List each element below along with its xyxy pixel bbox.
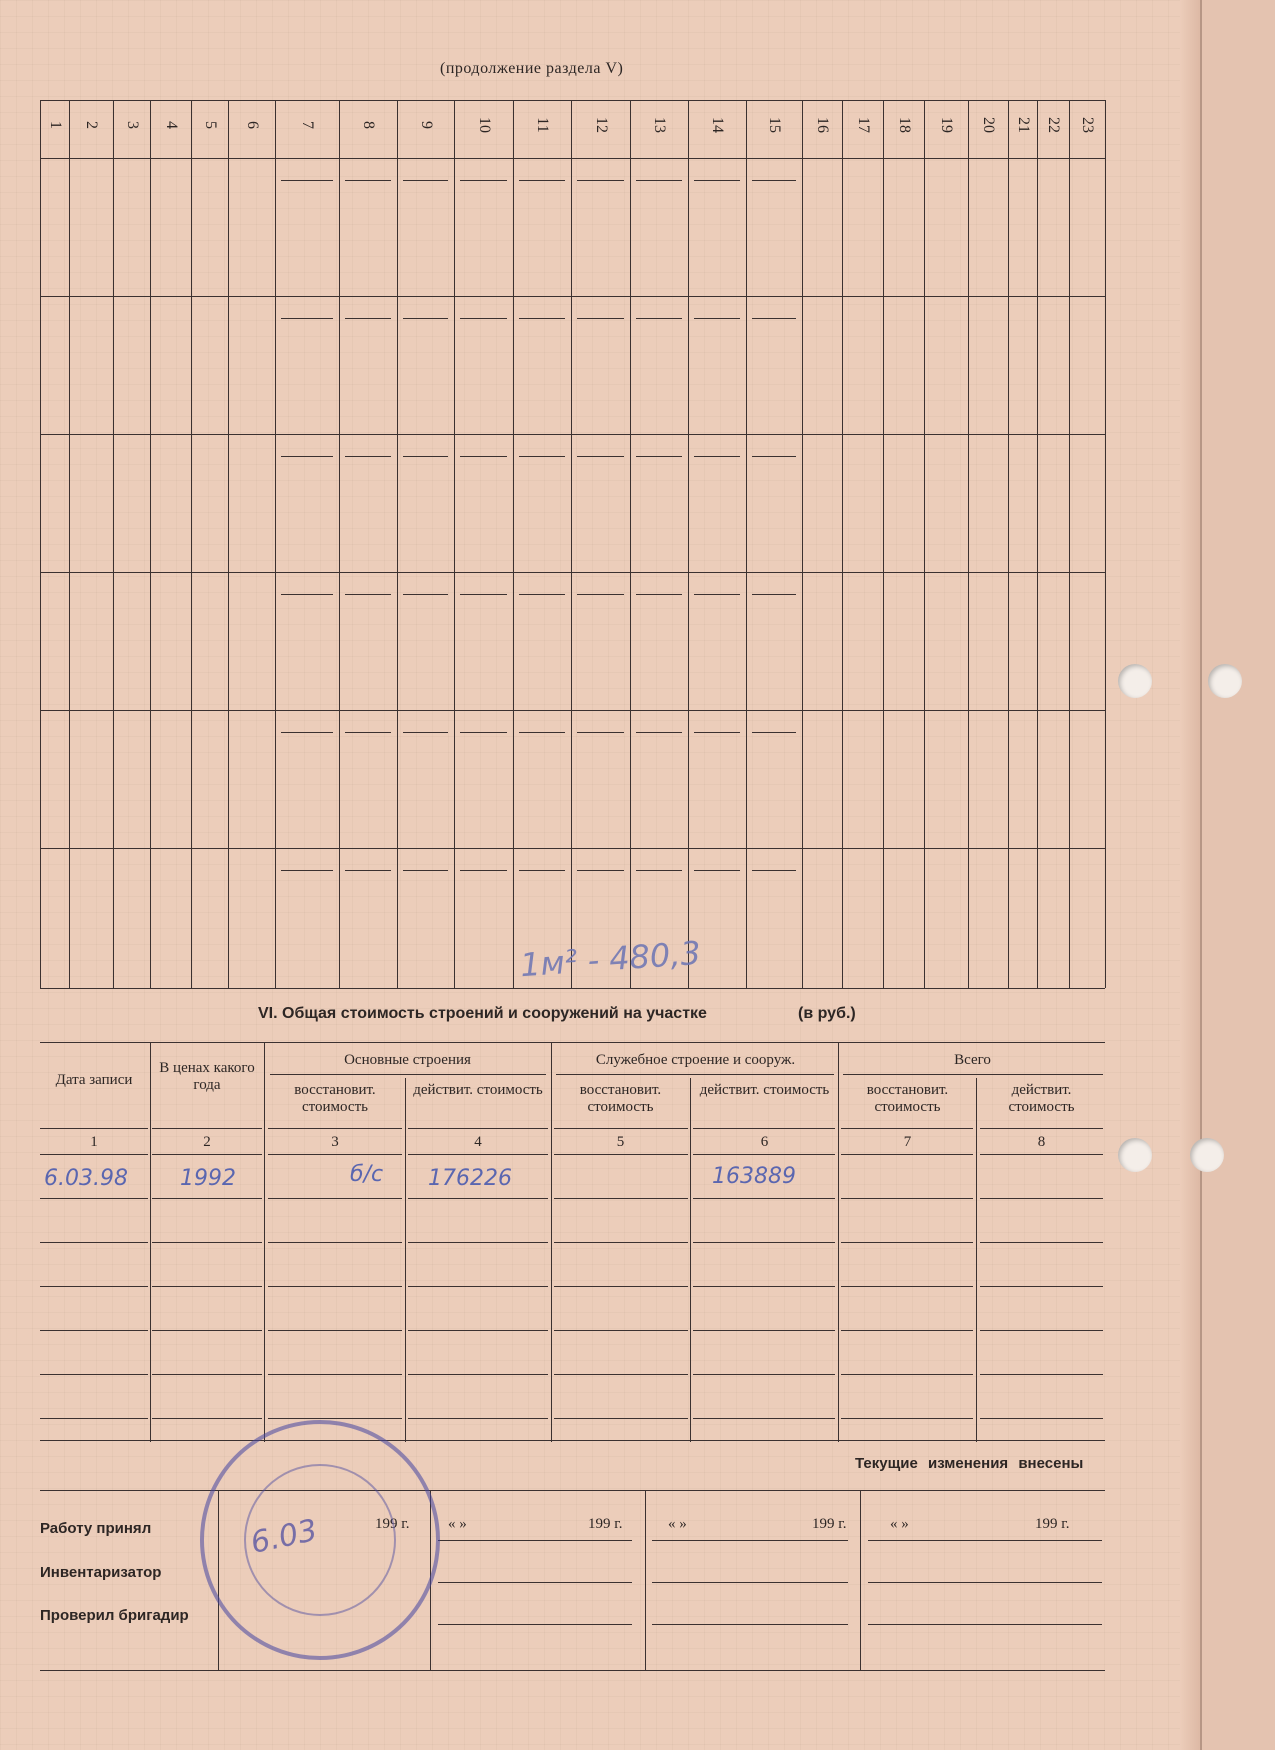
section-vi-unit: (в руб.) <box>798 1005 856 1022</box>
grid-vertical-line <box>275 100 276 988</box>
accepted-label: Работу принял <box>40 1520 152 1537</box>
grid-entry-dash <box>694 180 740 181</box>
table-row-line <box>980 1374 1103 1375</box>
table-column-line <box>976 1078 977 1442</box>
table-row-line <box>693 1128 835 1129</box>
table-row-line <box>152 1154 262 1155</box>
table-row-line <box>841 1286 973 1287</box>
entry-service-actual: 163889 <box>712 1164 796 1189</box>
signature-row-line <box>438 1624 632 1625</box>
table-row-line <box>841 1418 973 1419</box>
table-row-line <box>841 1242 973 1243</box>
header-price-year: В ценах какого года <box>159 1060 255 1093</box>
table-row-line <box>268 1242 402 1243</box>
grid-column-number: 14 <box>709 117 726 133</box>
grid-horizontal-line <box>40 988 1105 989</box>
header-service-replacement: восстановит. стоимость <box>579 1082 662 1115</box>
grid-vertical-line <box>1008 100 1009 988</box>
date-field: « » <box>668 1516 687 1532</box>
grid-entry-dash <box>345 318 391 319</box>
header-underline <box>556 1074 834 1075</box>
grid-column-number: 1 <box>46 121 64 129</box>
table-row-line <box>554 1154 688 1155</box>
grid-vertical-line <box>69 100 70 988</box>
grid-entry-dash <box>460 318 507 319</box>
grid-column-number: 5 <box>201 121 219 129</box>
grid-entry-dash <box>281 870 333 871</box>
header-total-actual: действит. стоимость <box>1008 1082 1075 1115</box>
grid-entry-dash <box>519 318 565 319</box>
grid-horizontal-line <box>40 434 1105 435</box>
grid-entry-dash <box>577 456 624 457</box>
grid-entry-dash <box>694 870 740 871</box>
grid-column-number: 4 <box>162 121 180 129</box>
table-row-line <box>554 1374 688 1375</box>
grid-vertical-line <box>191 100 192 988</box>
grid-entry-dash <box>281 594 333 595</box>
grid-vertical-line <box>968 100 969 988</box>
table-row-line <box>841 1374 973 1375</box>
grid-vertical-line <box>802 100 803 988</box>
header-service-actual: действит. стоимость <box>699 1082 830 1098</box>
grid-horizontal-line <box>40 572 1105 573</box>
table-row-line <box>268 1154 402 1155</box>
grid-column-number: 19 <box>938 117 955 133</box>
table-row-line <box>40 1286 148 1287</box>
header-main-actual: действит. стоимость <box>413 1082 543 1098</box>
col-number: 3 <box>331 1134 339 1150</box>
table-row-line <box>408 1242 548 1243</box>
grid-column-number: 15 <box>766 117 783 133</box>
table-row-line <box>40 1154 148 1155</box>
grid-entry-dash <box>403 594 448 595</box>
grid-entry-dash <box>460 456 507 457</box>
entry-year: 1992 <box>180 1166 236 1191</box>
table-row-line <box>554 1286 688 1287</box>
grid-column-number: 23 <box>1079 117 1096 133</box>
grid-column-number: 8 <box>360 121 377 129</box>
grid-entry-dash <box>752 318 796 319</box>
table-row-line <box>841 1198 973 1199</box>
table-row-line <box>268 1198 402 1199</box>
table-row-line <box>40 1128 148 1129</box>
table-row-line <box>408 1418 548 1419</box>
signature-row-line <box>868 1624 1102 1625</box>
punch-hole <box>1208 664 1242 698</box>
grid-entry-dash <box>577 180 624 181</box>
grid-entry-dash <box>752 594 796 595</box>
col-number: 5 <box>616 1134 625 1150</box>
col-number: 1 <box>90 1134 98 1150</box>
table-row-line <box>693 1242 835 1243</box>
signature-row-line <box>652 1540 848 1541</box>
grid-entry-dash <box>636 180 682 181</box>
handwritten-note: 1м² - 480,3 <box>518 933 702 985</box>
grid-entry-dash <box>577 318 624 319</box>
date-field: « » <box>448 1516 467 1532</box>
table-row-line <box>408 1128 548 1129</box>
table-row-line <box>980 1154 1103 1155</box>
table-row-line <box>408 1198 548 1199</box>
table-row-line <box>40 1198 148 1199</box>
grid-entry-dash <box>345 594 391 595</box>
grid-column-number: 3 <box>123 121 141 129</box>
table-row-line <box>152 1128 262 1129</box>
grid-entry-dash <box>636 318 682 319</box>
grid-vertical-line <box>1037 100 1038 988</box>
table-row-line <box>554 1330 688 1331</box>
header-total: Всего <box>954 1052 991 1068</box>
underlying-page-edge <box>1200 0 1275 1750</box>
table-row-line <box>693 1154 835 1155</box>
col-number: 2 <box>203 1134 211 1150</box>
grid-column-number: 6 <box>243 121 261 129</box>
punch-hole <box>1118 1138 1152 1172</box>
table-column-line <box>150 1042 151 1442</box>
grid-column-number: 12 <box>592 117 610 133</box>
section-vi-table <box>40 1042 1105 1442</box>
signature-block <box>40 1490 1105 1690</box>
entry-main-replacement: б/с <box>350 1162 384 1187</box>
grid-entry-dash <box>752 180 796 181</box>
grid-horizontal-line <box>40 100 1105 101</box>
grid-entry-dash <box>577 870 624 871</box>
grid-entry-dash <box>460 594 507 595</box>
table-column-line <box>264 1042 265 1442</box>
grid-vertical-line <box>513 100 514 988</box>
grid-entry-dash <box>752 456 796 457</box>
section-v-continuation-title: (продолжение раздела V) <box>440 60 624 77</box>
signature-top-line <box>40 1490 1105 1491</box>
grid-entry-dash <box>519 732 565 733</box>
grid-entry-dash <box>281 318 333 319</box>
table-row-line <box>980 1128 1103 1129</box>
grid-horizontal-line <box>40 158 1105 159</box>
grid-entry-dash <box>403 456 448 457</box>
grid-horizontal-line <box>40 296 1105 297</box>
signature-row-line <box>652 1582 848 1583</box>
grid-vertical-line <box>746 100 747 988</box>
col-number: 6 <box>760 1134 769 1150</box>
header-main-buildings: Основные строения <box>344 1052 471 1068</box>
table-row-line <box>980 1242 1103 1243</box>
grid-column-number: 22 <box>1045 117 1062 133</box>
table-row-line <box>980 1198 1103 1199</box>
grid-entry-dash <box>281 456 333 457</box>
section-vi-title: VI. Общая стоимость строений и сооружений на участке <box>258 1005 707 1022</box>
signature-row-line <box>438 1540 632 1541</box>
table-row-line <box>152 1198 262 1199</box>
header-underline <box>843 1074 1103 1075</box>
table-row-line <box>980 1330 1103 1331</box>
year-field: 199 г. <box>1035 1516 1070 1532</box>
grid-vertical-line <box>40 100 41 988</box>
col-number: 4 <box>474 1134 482 1150</box>
grid-vertical-line <box>1105 100 1106 988</box>
checked-label: Проверил бригадир <box>40 1607 189 1624</box>
grid-vertical-line <box>1069 100 1070 988</box>
page-edge <box>1180 0 1200 1750</box>
grid-entry-dash <box>281 180 333 181</box>
table-row-line <box>841 1128 973 1129</box>
table-row-line <box>693 1374 835 1375</box>
col-number: 8 <box>1037 1134 1046 1150</box>
stamp-date: 6.03 <box>247 1512 321 1561</box>
grid-entry-dash <box>345 180 391 181</box>
punch-hole <box>1118 664 1152 698</box>
grid-column-number: 20 <box>980 117 997 133</box>
grid-entry-dash <box>577 732 624 733</box>
section-v-grid <box>40 100 1105 988</box>
grid-horizontal-line <box>40 848 1105 849</box>
grid-horizontal-line <box>40 710 1105 711</box>
grid-entry-dash <box>752 870 796 871</box>
signature-row-line <box>868 1582 1102 1583</box>
grid-column-number: 13 <box>651 117 668 133</box>
year-field: 199 г. <box>812 1516 847 1532</box>
table-row-line <box>693 1418 835 1419</box>
grid-entry-dash <box>345 732 391 733</box>
grid-entry-dash <box>519 456 565 457</box>
grid-vertical-line <box>397 100 398 988</box>
grid-vertical-line <box>842 100 843 988</box>
table-row-line <box>268 1128 402 1129</box>
grid-entry-dash <box>403 732 448 733</box>
year-field: 199 г. <box>375 1516 410 1532</box>
table-row-line <box>152 1418 262 1419</box>
table-row-line <box>152 1330 262 1331</box>
signature-column-line <box>860 1490 861 1670</box>
table-row-line <box>268 1286 402 1287</box>
grid-entry-dash <box>403 318 448 319</box>
table-row-line <box>554 1128 688 1129</box>
table-row-line <box>408 1286 548 1287</box>
table-column-line <box>690 1078 691 1442</box>
table-row-line <box>268 1418 402 1419</box>
table-row-line <box>152 1286 262 1287</box>
grid-column-number: 21 <box>1014 117 1032 133</box>
table-row-line <box>408 1154 548 1155</box>
grid-vertical-line <box>113 100 114 988</box>
grid-entry-dash <box>519 594 565 595</box>
table-row-line <box>40 1242 148 1243</box>
header-total-replacement: восстановит. стоимость <box>866 1082 949 1115</box>
table-column-line <box>405 1078 406 1442</box>
col-number: 7 <box>903 1134 912 1150</box>
grid-entry-dash <box>636 456 682 457</box>
table-border <box>40 1440 1105 1441</box>
signature-row-line <box>652 1624 848 1625</box>
grid-vertical-line <box>630 100 631 988</box>
grid-column-number: 2 <box>83 121 100 129</box>
table-row-line <box>693 1198 835 1199</box>
table-row-line <box>554 1198 688 1199</box>
grid-entry-dash <box>636 732 682 733</box>
signature-row-line <box>868 1540 1102 1541</box>
grid-entry-dash <box>694 318 740 319</box>
table-row-line <box>693 1286 835 1287</box>
grid-vertical-line <box>571 100 572 988</box>
table-row-line <box>152 1242 262 1243</box>
grid-entry-dash <box>403 870 448 871</box>
grid-column-number: 7 <box>299 121 316 129</box>
table-row-line <box>980 1418 1103 1419</box>
grid-entry-dash <box>281 732 333 733</box>
grid-entry-dash <box>403 180 448 181</box>
grid-entry-dash <box>345 870 391 871</box>
table-row-line <box>152 1374 262 1375</box>
grid-entry-dash <box>460 732 507 733</box>
table-row-line <box>408 1374 548 1375</box>
grid-entry-dash <box>577 594 624 595</box>
grid-column-number: 17 <box>854 117 872 133</box>
year-field: 199 г. <box>588 1516 623 1532</box>
grid-vertical-line <box>454 100 455 988</box>
table-row-line <box>980 1286 1103 1287</box>
grid-vertical-line <box>339 100 340 988</box>
table-row-line <box>40 1330 148 1331</box>
grid-column-number: 16 <box>814 117 831 133</box>
grid-column-number: 10 <box>475 117 493 133</box>
table-column-line <box>838 1042 839 1442</box>
grid-column-number: 11 <box>534 117 551 133</box>
grid-vertical-line <box>883 100 884 988</box>
table-row-line <box>408 1330 548 1331</box>
grid-entry-dash <box>460 870 507 871</box>
grid-entry-dash <box>694 732 740 733</box>
table-border <box>40 1042 1105 1043</box>
grid-entry-dash <box>519 870 565 871</box>
entry-date: 6.03.98 <box>44 1166 128 1191</box>
grid-entry-dash <box>519 180 565 181</box>
signature-row-line <box>438 1582 632 1583</box>
header-main-replacement: восстановит. стоимость <box>294 1082 376 1115</box>
grid-column-number: 9 <box>417 121 435 129</box>
date-field: « » <box>890 1516 909 1532</box>
grid-vertical-line <box>688 100 689 988</box>
signature-bottom-line <box>40 1670 1105 1671</box>
table-row-line <box>40 1418 148 1419</box>
header-date: Дата записи <box>55 1072 133 1088</box>
table-row-line <box>693 1330 835 1331</box>
grid-entry-dash <box>636 870 682 871</box>
inventory-label: Инвентаризатор <box>40 1564 162 1581</box>
grid-vertical-line <box>150 100 151 988</box>
grid-entry-dash <box>460 180 507 181</box>
grid-vertical-line <box>924 100 925 988</box>
header-service-buildings: Служебное строение и сооруж. <box>595 1052 796 1068</box>
grid-column-number: 18 <box>895 117 913 133</box>
table-row-line <box>40 1374 148 1375</box>
grid-entry-dash <box>636 594 682 595</box>
table-column-line <box>551 1042 552 1442</box>
table-row-line <box>841 1330 973 1331</box>
grid-vertical-line <box>228 100 229 988</box>
grid-entry-dash <box>694 594 740 595</box>
table-row-line <box>554 1242 688 1243</box>
header-underline <box>270 1074 546 1075</box>
grid-entry-dash <box>694 456 740 457</box>
grid-entry-dash <box>752 732 796 733</box>
entry-main-actual: 176226 <box>428 1166 512 1191</box>
current-changes-label: Текущие изменения внесены <box>855 1455 1084 1472</box>
signature-column-line <box>645 1490 646 1670</box>
table-row-line <box>554 1418 688 1419</box>
grid-entry-dash <box>345 456 391 457</box>
table-row-line <box>268 1374 402 1375</box>
table-row-line <box>268 1330 402 1331</box>
table-row-line <box>841 1154 973 1155</box>
punch-hole <box>1190 1138 1224 1172</box>
